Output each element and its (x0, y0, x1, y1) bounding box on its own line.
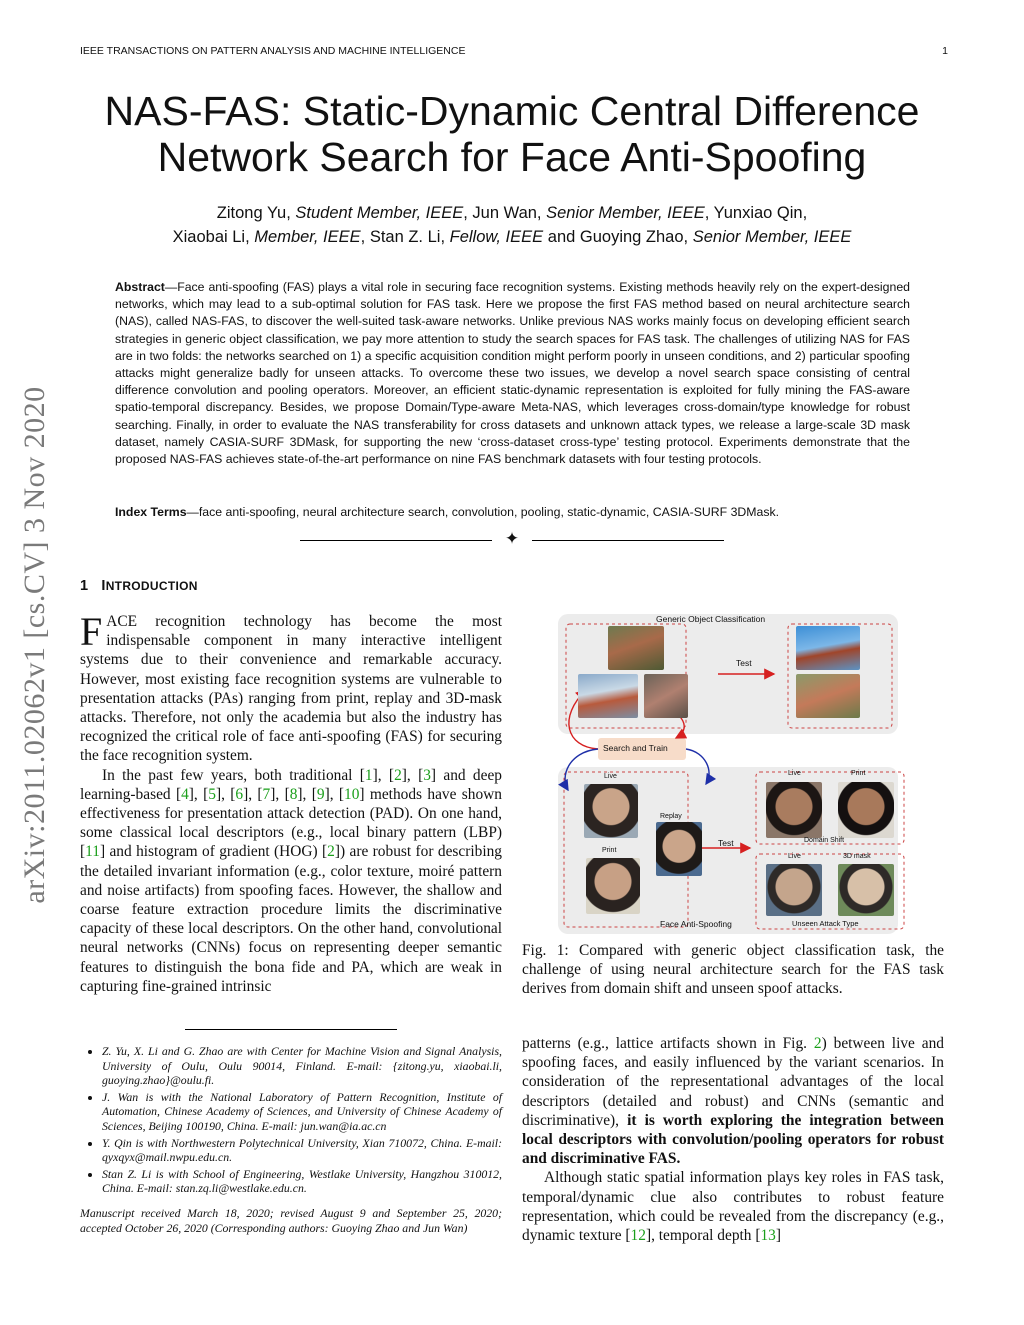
figure-label: Generic Object Classification (656, 614, 766, 624)
footnote-affiliation: • Z. Yu, X. Li and G. Zhao are with Center for Machine Vision and Signal Analysis, University of Oulu, Oulu 90014, Finland. E-mail: {zitong.yu, xiaobai.li, guoying.zhao}@oulu.fi. (102, 1044, 502, 1088)
author-name: and Guoying Zhao, (547, 228, 689, 246)
text-run: ], [ (297, 785, 317, 803)
bird-photo (608, 626, 664, 670)
author-name: Zitong Yu, (216, 204, 291, 222)
text-run: ], [ (215, 785, 236, 803)
text-run: ] and histogram of gradient (HOG) [ (99, 843, 328, 861)
footnote-rule (185, 1029, 397, 1030)
bird-photo (578, 674, 638, 718)
citation-link[interactable]: 5 (208, 785, 216, 803)
text-run: ]) are robust for describing the detailed invariant information (e.g., color texture, moiré pattern and noise artifacts) from spoofing faces. However, the shallow and coarse feature extraction procedure limits the discriminative capacity of these local descriptors. On the other hand, convolutional neural networks (CNNs) focus on representing deeper semantic features to distinguish the bona fide and PA, which are weak in capturing fine-grained intrinsic (80, 843, 502, 995)
footnote-affiliation: • J. Wan is with the National Laboratory of Pattern Recognition, Institute of Automation, Chinese Academy of Sciences, and University of Chinese Academy of Sciences, Beijing 100190, China. E-mail: jun.wan@ia.ac.cn (102, 1090, 502, 1134)
manuscript-received: Manuscript received March 18, 2020; revised August 9 and September 25, 2020; accepted October 26, 2020 (Corresponding authors: Guoying Zhao and Jun Wan) (80, 1205, 502, 1235)
index-terms-text: —face anti-spoofing, neural architecture search, convolution, pooling, static-dynamic, CASIA-SURF 3DMask. (186, 505, 780, 519)
smallcaps-word: ACE (106, 613, 138, 630)
figure-label: Replay (660, 813, 682, 820)
face-photo-replay (656, 822, 702, 876)
face-photo-live-domain (766, 782, 822, 838)
citation-link[interactable]: 11 (85, 843, 100, 861)
author-name: , Yunxiao Qin, (704, 204, 808, 222)
author-role: Senior Member, IEEE (692, 228, 852, 246)
citation-link[interactable]: 13 (760, 1227, 776, 1245)
author-role: Member, IEEE (254, 228, 361, 246)
text-run: ] methods have shown effectiveness for presentation attack detection (PAD). On one hand, some classical local descriptors (e.g., local binary pattern (LBP) [ (80, 785, 502, 861)
figure-label: Print (851, 770, 866, 777)
face-photo-live (584, 784, 638, 838)
citation-link[interactable]: 10 (344, 785, 360, 803)
text-run: ], [ (401, 766, 424, 784)
right-column (522, 1034, 944, 1245)
left-column (80, 609, 502, 996)
face-photo-print-domain (838, 782, 894, 838)
figure-label: Test (718, 838, 734, 848)
index-terms-label: Index Terms (115, 505, 187, 519)
section-title-rest: NTRODUCTION (105, 579, 198, 593)
author-name: , Jun Wan, (463, 204, 542, 222)
arxiv-id-text: arXiv:2011.02062v1 [cs.CV] 3 Nov 2020 (18, 386, 51, 904)
figure-1 (556, 612, 912, 936)
text-run: ) between live and spoofing faces, and easily influenced by the variant scenarios. In consideration of the representational advantages of the local descriptors (detailed and robust) and CNNs (semantic and discriminative), (522, 1035, 945, 1129)
text-run: In the past few years, both traditional [ (102, 766, 365, 784)
journal-name: IEEE TRANSACTIONS ON PATTERN ANALYSIS AND MACHINE INTELLIGENCE (80, 45, 466, 57)
section-number: 1 (80, 578, 89, 594)
figure-label: 3D mask (843, 853, 871, 860)
section-divider (300, 531, 724, 549)
citation-link[interactable]: 7 (262, 785, 271, 803)
abstract-label: Abstract (115, 280, 165, 294)
figure-link[interactable]: 2 (813, 1035, 822, 1052)
intro-paragraph-2 (80, 766, 502, 996)
intro-paragraph-1 (80, 609, 502, 766)
citation-link[interactable]: 1 (364, 766, 373, 784)
bold-text-run: it is worth exploring the integration between local descriptors with convolution/pooling operators for robust and discriminative FAS. (522, 1111, 944, 1168)
author-line-2 (100, 225, 924, 249)
paragraph-text: recognition technology has become the most indispensable component in many interactive intelligent systems due to their convenience and remarkable accuracy. However, most existing face recognition systems are vulnerable to presentation attacks (PAs) ranging from print, replay and 3D-mask attacks. Therefore, not only the academia but also the industry has recognized the critical role of face anti-spoofing (FAS) for securing the face recognition system. (80, 613, 502, 765)
text-run: ], [ (188, 785, 209, 803)
figure-label: Print (602, 847, 617, 854)
divider-line-left (300, 540, 492, 541)
section-heading (80, 578, 198, 594)
author-role: Senior Member, IEEE (546, 204, 705, 222)
text-run: ] (775, 1227, 782, 1245)
text-run: ], [ (270, 785, 290, 803)
footnotes (80, 1044, 502, 1235)
intro-paragraph-3 (522, 1034, 944, 1168)
figure-label: Unseen Attack Type (792, 919, 859, 928)
figure-label: Live (788, 770, 801, 777)
citation-link[interactable]: 4 (181, 785, 189, 803)
divider-star-icon: ✦ (504, 529, 520, 548)
title-line-1: NAS-FAS: Static-Dynamic Central Difference (104, 88, 920, 134)
title-line-2: Network Search for Face Anti-Spoofing (157, 134, 867, 180)
author-line-1 (100, 201, 924, 225)
text-run: patterns (e.g., lattice artifacts shown in Fig. (522, 1035, 814, 1052)
section-title-initial: I (101, 578, 106, 594)
arxiv-stamp (13, 350, 57, 940)
citation-link[interactable]: 9 (316, 785, 325, 803)
text-run: Although static spatial information plays key roles in FAS task, temporal/dynamic clue also contributes to robust feature representation, which could be revealed from the discrepancy (e.g., dynamic texture [ (522, 1169, 944, 1245)
face-photo-live-unseen (766, 864, 822, 916)
divider-line-right (532, 540, 724, 541)
figure-1-caption (522, 941, 944, 999)
running-head (80, 45, 948, 61)
page-number: 1 (942, 45, 948, 57)
face-photo-3dmask (838, 864, 894, 916)
text-run: ], temporal depth [ (645, 1227, 761, 1245)
abstract (115, 279, 910, 468)
figure-label: Test (736, 658, 752, 668)
face-photo-print (586, 858, 640, 914)
bird-photo (796, 626, 860, 670)
caption-label: Fig. 1: (522, 942, 569, 959)
figure-label: Live (604, 773, 617, 780)
footnote-affiliation: • Stan Z. Li is with School of Engineering, Westlake University, Hangzhou 310012, China. E-mail: stan.zq.li@westlake.edu.cn. (102, 1167, 502, 1196)
intro-paragraph-4 (522, 1168, 944, 1245)
author-role: Fellow, IEEE (449, 228, 544, 246)
author-name: , Stan Z. Li, (360, 228, 446, 246)
footnote-affiliation: • Y. Qin is with Northwestern Polytechnical University, Xian 710072, China. E-mail: qyxqyx@mail.nwpu.edu.cn. (102, 1136, 502, 1165)
citation-link[interactable]: 2 (327, 843, 335, 861)
figure-label: Live (788, 853, 801, 860)
caption-text: Compared with generic object classification task, the challenge of using neural architecture search for the FAS task derives from domain shift and unseen spoof attacks. (522, 942, 945, 998)
text-run: ], [ (372, 766, 395, 784)
figure-label: Face Anti-Spoofing (660, 919, 732, 929)
author-name: Xiaobai Li, (172, 228, 250, 246)
citation-link[interactable]: 2 (394, 766, 402, 784)
index-terms (115, 504, 910, 521)
abstract-text: —Face anti-spoofing (FAS) plays a vital role in securing face recognition systems. Existing methods heavily rely on the expert-designed networks, which may lead to a sub-optimal solution for FAS task. Here we propose the first FAS method based on neural architecture search (NAS), called NAS-FAS, to discover the well-suited task-aware networks. Unlike previous NAS works mainly focus on developing efficient search strategies in generic object classification, we pay more attention to study the search spaces for FAS task. The challenges of utilizing NAS for FAS are in two folds: the networks searched on 1) a specific acquisition condition might perform poorly in unseen conditions, and 2) particular spoofing attacks might generalize badly for unseen attacks. To overcome these two issues, we develop a novel search space consisting of central difference convolution and pooling operators. Moreover, an efficient static-dynamic representation is exploited for fully mining the FAS-aware spatio-temporal discrepancy. Besides, we propose Domain/Type-aware Meta-NAS, which leverages cross-domain/type knowledge for robust searching. Finally, in order to evaluate the NAS transferability for cross datasets and unknown attack types, we release a large-scale 3D mask dataset, namely CASIA-SURF 3DMask, for supporting the new ‘cross-dataset cross-type’ testing protocol. Experiments demonstrate that the proposed NAS-FAS achieves state-of-the-art performance on nine FAS benchmark datasets with four testing protocols. (115, 280, 910, 467)
author-list (100, 201, 924, 249)
text-run: ], [ (243, 785, 263, 803)
paper-title (90, 88, 934, 180)
citation-link[interactable]: 3 (423, 766, 431, 784)
figure-label: Search and Train (603, 743, 668, 753)
citation-link[interactable]: 6 (235, 785, 244, 803)
citation-link[interactable]: 8 (289, 785, 298, 803)
citation-link[interactable]: 12 (630, 1227, 646, 1245)
bird-photo (644, 674, 688, 718)
figure-label: Domain Shift (804, 837, 845, 844)
text-run: ] and deep learning-based [ (80, 766, 502, 803)
text-run: ], [ (324, 785, 345, 803)
bird-photo (796, 674, 860, 718)
author-role: Student Member, IEEE (295, 204, 464, 222)
dropcap: F (80, 609, 103, 654)
